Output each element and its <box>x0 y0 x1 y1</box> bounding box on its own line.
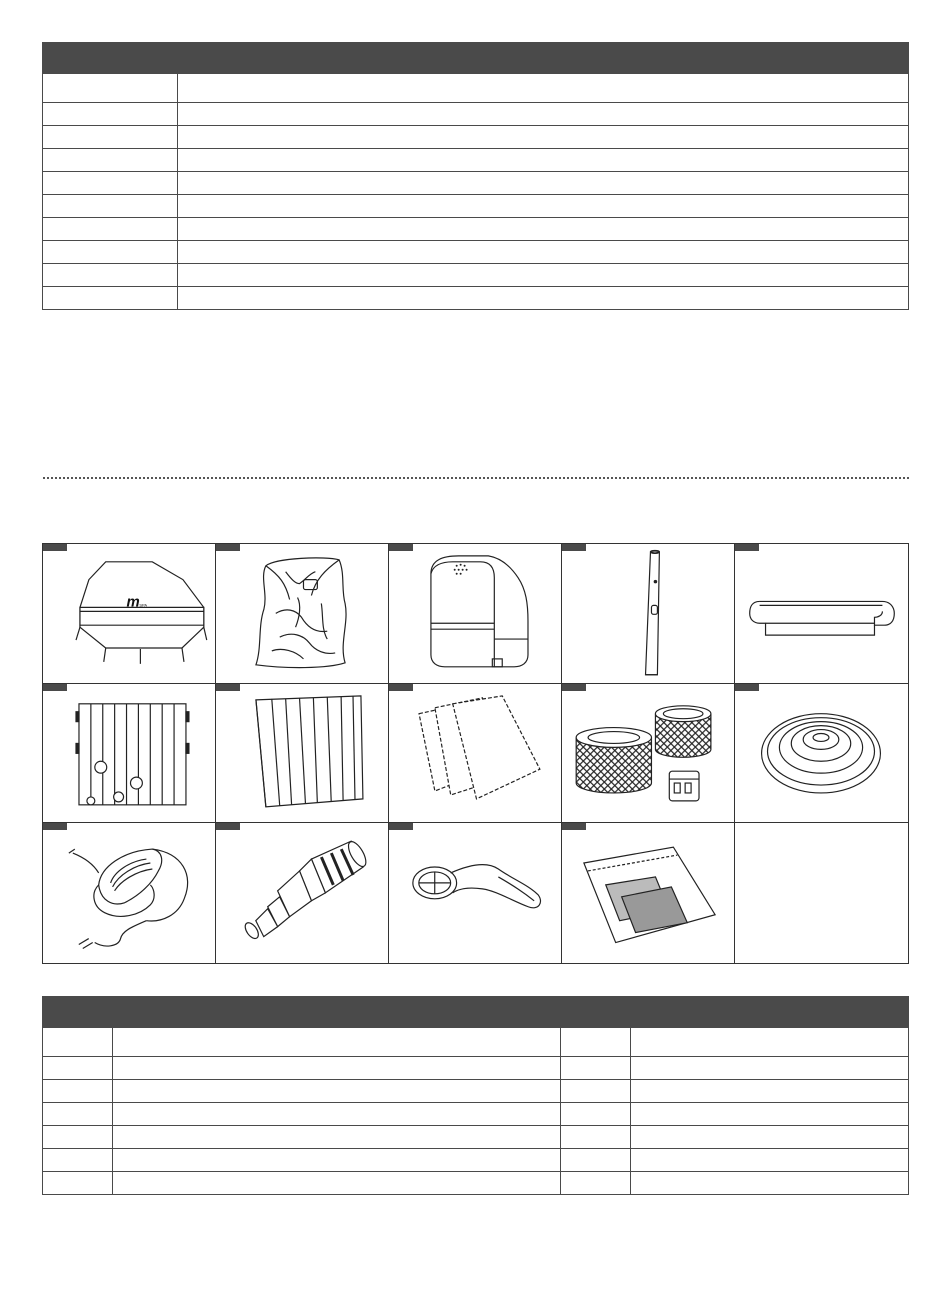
part-cell <box>562 823 735 963</box>
octagonal-spa-icon <box>43 544 215 683</box>
parts-cell <box>43 1126 113 1149</box>
parts-cell <box>113 1149 561 1172</box>
ground-cloth-icon <box>735 684 908 823</box>
spec-cell <box>43 264 178 287</box>
parts-header-cell <box>631 997 909 1028</box>
parts-cell <box>113 1172 561 1195</box>
spec-cell <box>178 103 909 126</box>
table-row <box>43 1028 909 1057</box>
repair-patch-kit-icon <box>562 823 734 963</box>
parts-cell <box>631 1149 909 1172</box>
spec-cell <box>178 74 909 103</box>
spec-cell <box>43 149 178 172</box>
parts-cell <box>113 1126 561 1149</box>
part-cell <box>389 823 562 963</box>
floor-mats-icon <box>389 684 561 823</box>
part-cell <box>735 684 908 824</box>
parts-table <box>42 996 909 1195</box>
spec-cell <box>178 149 909 172</box>
parts-cell <box>113 1080 561 1103</box>
parts-cell <box>113 1057 561 1080</box>
spa-cover-bag-icon <box>216 544 388 683</box>
spec-cell <box>178 287 909 310</box>
wall-panel-icon <box>43 684 215 823</box>
part-cell <box>562 684 735 824</box>
spec-table <box>42 42 909 310</box>
table-row <box>43 195 909 218</box>
rail-cap-icon <box>735 544 908 683</box>
part-cell <box>43 544 216 684</box>
parts-cell <box>631 1028 909 1057</box>
spec-cell <box>43 74 178 103</box>
parts-cell <box>561 1028 631 1057</box>
foot-pump-icon <box>43 823 215 963</box>
part-cell <box>389 684 562 824</box>
hose-adapter-icon <box>216 823 388 963</box>
dotted-divider <box>43 477 909 479</box>
part-cell <box>216 823 389 963</box>
table-row <box>43 1126 909 1149</box>
spec-cell <box>43 195 178 218</box>
wall-liner-icon <box>216 684 388 823</box>
spec-cell <box>178 264 909 287</box>
spec-cell <box>178 172 909 195</box>
parts-header-cell <box>477 997 631 1028</box>
table-row <box>43 218 909 241</box>
spec-cell <box>178 241 909 264</box>
spec-cell <box>43 172 178 195</box>
part-cell <box>216 544 389 684</box>
part-cell <box>216 684 389 824</box>
spec-cell <box>178 195 909 218</box>
spec-cell <box>43 218 178 241</box>
parts-cell <box>43 1172 113 1195</box>
spec-cell <box>43 103 178 126</box>
table-row <box>43 126 909 149</box>
parts-grid <box>42 543 909 964</box>
part-cell <box>43 684 216 824</box>
spec-table-header <box>43 43 909 74</box>
empty-cell <box>735 823 908 963</box>
parts-cell <box>561 1172 631 1195</box>
parts-header-cell <box>43 997 113 1028</box>
table-row <box>43 172 909 195</box>
parts-cell <box>43 1149 113 1172</box>
spec-header-cell <box>43 43 178 74</box>
table-row <box>43 264 909 287</box>
support-pole-icon <box>562 544 734 683</box>
parts-cell <box>631 1080 909 1103</box>
parts-cell <box>561 1103 631 1126</box>
spec-cell <box>43 287 178 310</box>
parts-header-cell <box>113 997 477 1028</box>
spec-cell <box>43 241 178 264</box>
filter-tool-icon <box>389 823 561 963</box>
parts-cell <box>43 1057 113 1080</box>
table-row <box>43 1103 909 1126</box>
table-row <box>43 149 909 172</box>
parts-cell <box>631 1057 909 1080</box>
parts-table-header <box>43 997 909 1028</box>
parts-cell <box>561 1057 631 1080</box>
part-cell <box>389 544 562 684</box>
parts-cell <box>43 1080 113 1103</box>
table-row <box>43 1149 909 1172</box>
part-cell <box>562 544 735 684</box>
parts-cell <box>113 1103 561 1126</box>
parts-cell <box>631 1126 909 1149</box>
table-row <box>43 287 909 310</box>
filter-cartridges-icon <box>562 684 734 823</box>
parts-cell <box>561 1149 631 1172</box>
part-cell <box>735 544 908 684</box>
parts-cell <box>561 1126 631 1149</box>
spec-cell <box>43 126 178 149</box>
parts-cell <box>43 1103 113 1126</box>
table-row <box>43 1057 909 1080</box>
parts-cell <box>113 1028 561 1057</box>
table-row <box>43 1172 909 1195</box>
spec-header-cell <box>178 43 909 74</box>
table-row <box>43 74 909 103</box>
parts-cell <box>631 1172 909 1195</box>
part-cell <box>43 823 216 963</box>
spec-cell <box>178 218 909 241</box>
svg-text:SPA: SPA <box>139 602 148 608</box>
spec-cell <box>178 126 909 149</box>
parts-cell <box>561 1080 631 1103</box>
table-row <box>43 1080 909 1103</box>
parts-cell <box>43 1028 113 1057</box>
control-unit-icon <box>389 544 561 683</box>
svg-text:m: m <box>126 594 140 611</box>
parts-cell <box>631 1103 909 1126</box>
table-row <box>43 241 909 264</box>
table-row <box>43 103 909 126</box>
